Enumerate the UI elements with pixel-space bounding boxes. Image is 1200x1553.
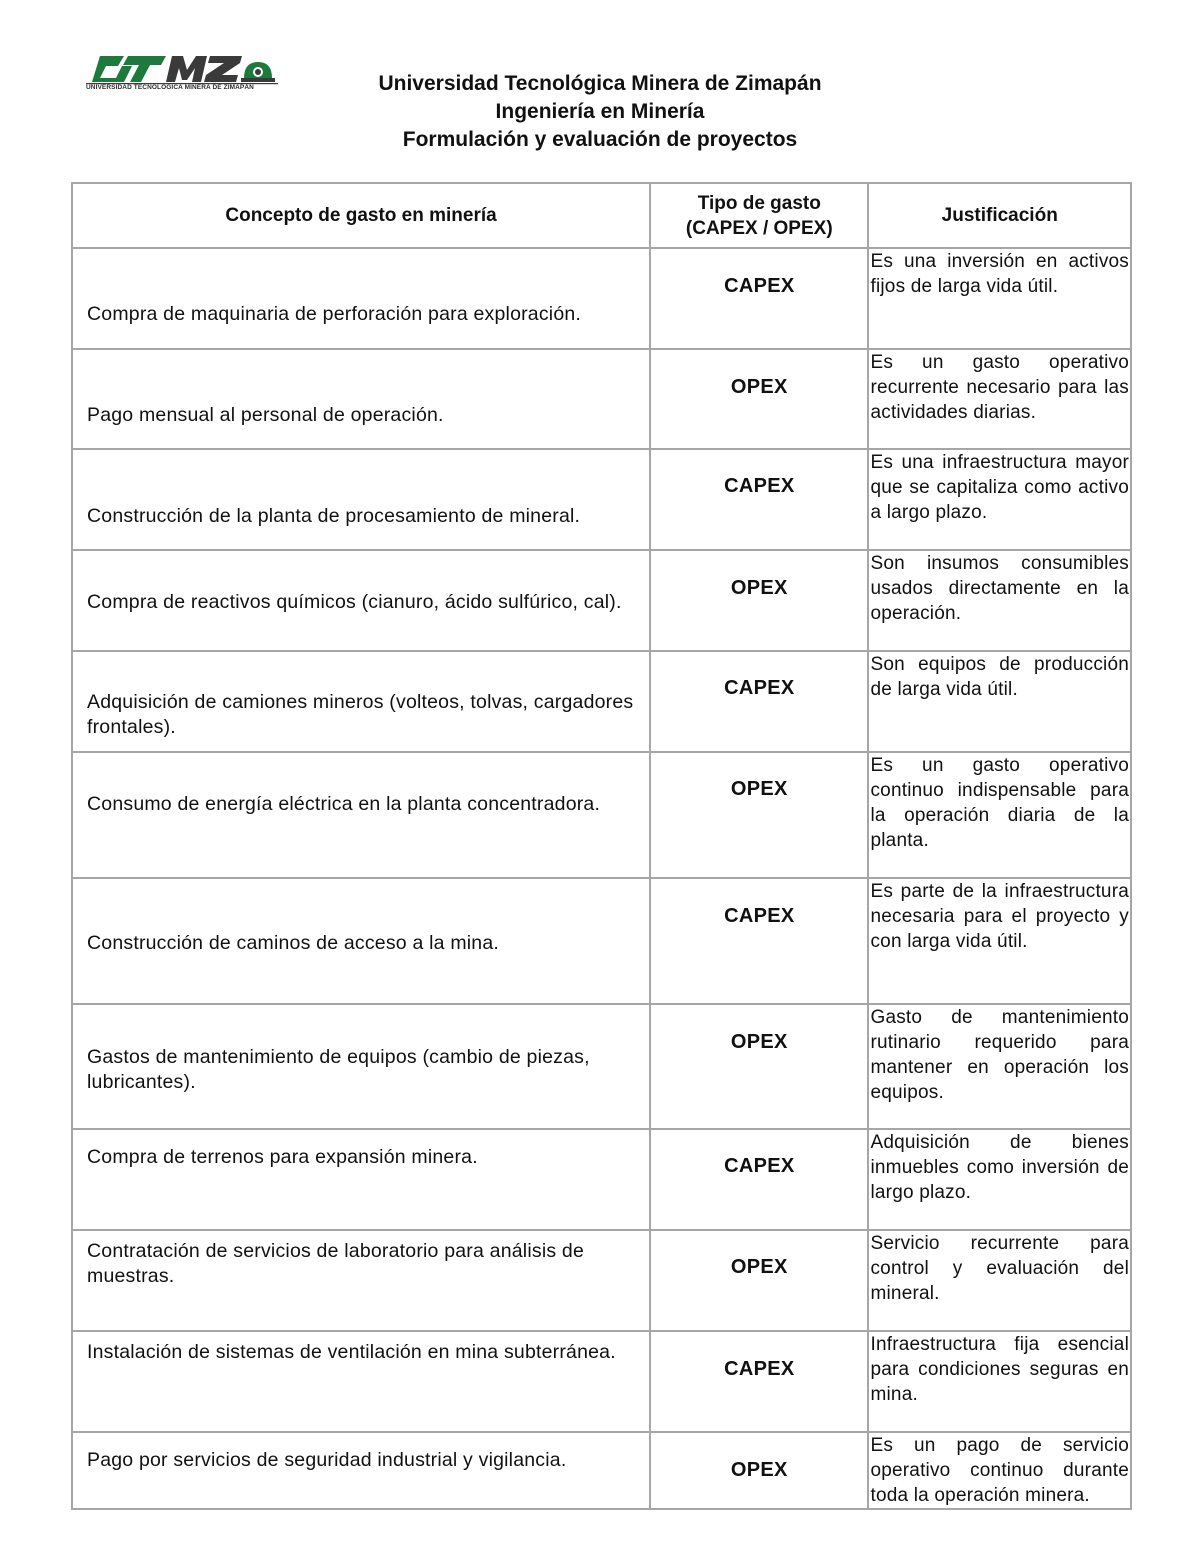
type-cell xyxy=(650,878,868,1004)
table-row xyxy=(72,752,1131,878)
table-row xyxy=(72,651,1131,752)
table-row xyxy=(72,1432,1131,1509)
university-name: Universidad Tecnológica Minera de Zimapán xyxy=(378,72,822,95)
type-cell xyxy=(650,1331,868,1432)
type-cell xyxy=(650,1230,868,1331)
type-text: OPEX xyxy=(730,1256,788,1278)
concept-text: Consumo de energía eléctrica en la planta concentradora. xyxy=(87,793,601,815)
justification-cell xyxy=(868,1004,1131,1129)
justification-text: Gasto de mantenimiento rutinario requerido para mantener en operación los equipos. xyxy=(870,1007,1129,1103)
logo-subtitle: UNIVERSIDAD TECNOLÓGICA MINERA DE ZIMAPÁN xyxy=(86,84,254,91)
concept-cell xyxy=(72,1129,650,1230)
justification-text: Adquisición de bienes inmuebles como inversión de largo plazo. xyxy=(870,1132,1129,1203)
justification-cell xyxy=(868,1129,1131,1230)
justification-text: Es un gasto operativo continuo indispensable para la operación diaria de la planta. xyxy=(870,755,1129,851)
program-name: Ingeniería en Minería xyxy=(495,100,705,123)
type-cell xyxy=(650,1004,868,1129)
table-row xyxy=(72,1004,1131,1129)
justification-cell xyxy=(868,1230,1131,1331)
concept-text: Instalación de sistemas de ventilación en mina subterránea. xyxy=(87,1341,616,1363)
type-cell xyxy=(650,651,868,752)
type-cell xyxy=(650,449,868,550)
justification-text: Es parte de la infraestructura necesaria para el proyecto y con larga vida útil. xyxy=(870,881,1129,952)
type-cell xyxy=(650,1129,868,1230)
justification-text: Son insumos consumibles usados directamente en la operación. xyxy=(870,553,1129,624)
table-row xyxy=(72,248,1131,349)
concept-cell xyxy=(72,1331,650,1432)
type-cell xyxy=(650,752,868,878)
header-type xyxy=(650,183,868,248)
justification-cell xyxy=(868,349,1131,449)
justification-cell xyxy=(868,1331,1131,1432)
concept-text: Pago mensual al personal de operación. xyxy=(87,404,444,426)
type-text: OPEX xyxy=(730,1459,788,1481)
justification-text: Son equipos de producción de larga vida útil. xyxy=(870,654,1129,700)
table-row xyxy=(72,1331,1131,1432)
justification-cell xyxy=(868,449,1131,550)
header-type-line1: Tipo de gasto xyxy=(697,192,821,214)
concept-cell xyxy=(72,1230,650,1331)
type-cell xyxy=(650,550,868,651)
concept-text: Construcción de la planta de procesamiento de mineral. xyxy=(87,505,581,527)
concept-cell xyxy=(72,1004,650,1129)
table-row xyxy=(72,1129,1131,1230)
concept-cell xyxy=(72,248,650,349)
justification-text: Infraestructura fija esencial para condiciones seguras en mina. xyxy=(870,1334,1129,1405)
type-text: CAPEX xyxy=(724,905,795,927)
type-text: CAPEX xyxy=(724,677,795,699)
concept-cell xyxy=(72,752,650,878)
header-concept: Concepto de gasto en minería xyxy=(72,183,650,248)
type-cell xyxy=(650,1432,868,1509)
concept-text: Adquisición de camiones mineros (volteos, tolvas, cargadores frontales). xyxy=(87,691,634,738)
table-row xyxy=(72,550,1131,651)
justification-text: Es una inversión en activos fijos de larga vida útil. xyxy=(870,251,1129,297)
type-cell xyxy=(650,349,868,449)
concept-cell xyxy=(72,878,650,1004)
justification-cell xyxy=(868,752,1131,878)
document-header xyxy=(0,70,1200,154)
expense-classification-table xyxy=(71,182,1132,1510)
concept-text: Gastos de mantenimiento de equipos (cambio de piezas, lubricantes). xyxy=(87,1046,590,1093)
type-text: CAPEX xyxy=(724,275,795,297)
table-row xyxy=(72,449,1131,550)
type-text: OPEX xyxy=(730,376,788,398)
table-row xyxy=(72,1230,1131,1331)
justification-cell xyxy=(868,550,1131,651)
type-text: OPEX xyxy=(730,778,788,800)
concept-cell xyxy=(72,651,650,752)
header-type-line2: (CAPEX / OPEX) xyxy=(685,217,833,239)
type-text: OPEX xyxy=(730,1031,788,1053)
table-row xyxy=(72,878,1131,1004)
justification-text: Es una infraestructura mayor que se capitaliza como activo a largo plazo. xyxy=(870,452,1129,523)
justification-cell xyxy=(868,651,1131,752)
table-header-row xyxy=(72,183,1131,248)
course-name: Formulación y evaluación de proyectos xyxy=(402,128,798,151)
justification-text: Es un pago de servicio operativo continuo durante toda la operación minera. xyxy=(870,1435,1129,1506)
concept-text: Compra de terrenos para expansión minera. xyxy=(87,1146,478,1168)
concept-text: Pago por servicios de seguridad industrial y vigilancia. xyxy=(87,1449,567,1471)
justification-cell xyxy=(868,1432,1131,1509)
table-row xyxy=(72,349,1131,449)
type-text: CAPEX xyxy=(724,1155,795,1177)
concept-cell xyxy=(72,349,650,449)
justification-text: Es un gasto operativo recurrente necesario para las actividades diarias. xyxy=(870,352,1129,423)
justification-cell xyxy=(868,878,1131,1004)
concept-text: Contratación de servicios de laboratorio para análisis de muestras. xyxy=(87,1240,585,1287)
justification-text: Servicio recurrente para control y evaluación del mineral. xyxy=(870,1233,1129,1304)
type-text: CAPEX xyxy=(724,1358,795,1380)
concept-cell xyxy=(72,449,650,550)
justification-cell xyxy=(868,248,1131,349)
type-text: OPEX xyxy=(730,577,788,599)
header-justification: Justificación xyxy=(868,183,1131,248)
concept-text: Construcción de caminos de acceso a la mina. xyxy=(87,932,500,954)
concept-cell xyxy=(72,1432,650,1509)
concept-text: Compra de reactivos químicos (cianuro, ácido sulfúrico, cal). xyxy=(87,591,622,613)
type-cell xyxy=(650,248,868,349)
type-text: CAPEX xyxy=(724,475,795,497)
concept-text: Compra de maquinaria de perforación para exploración. xyxy=(87,303,582,325)
concept-cell xyxy=(72,550,650,651)
